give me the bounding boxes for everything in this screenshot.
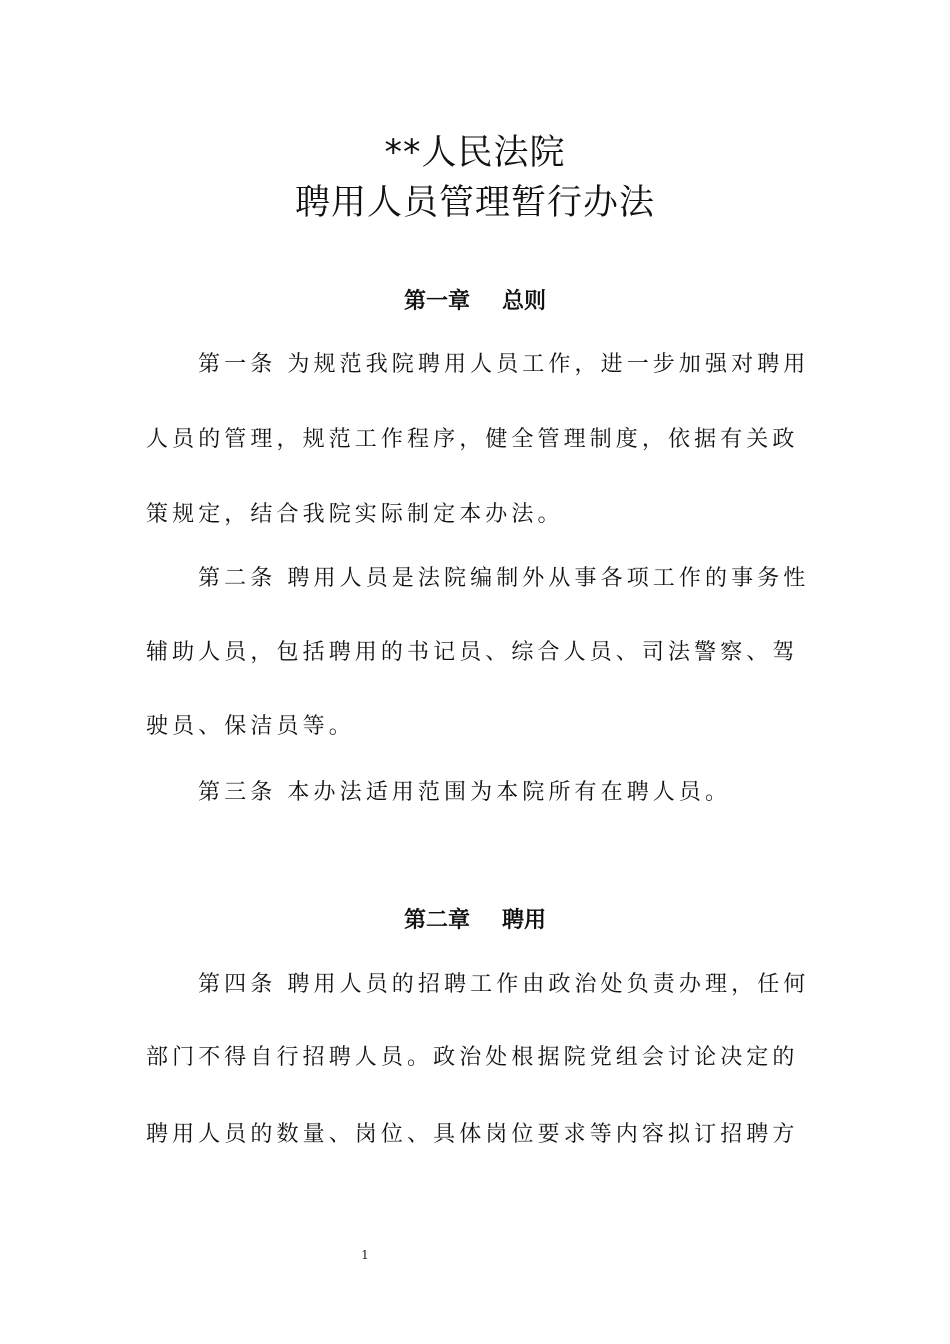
- article-2-line-1: [198, 564, 868, 594]
- article-3-text-1: 本办法适用范围为本院所有在聘人员。: [287, 780, 732, 805]
- article-3-line-1: [198, 778, 868, 808]
- article-4-line-1: [198, 970, 868, 1000]
- article-2-text-1: 聘用人员是法院编制外从事各项工作的事务性: [287, 566, 810, 591]
- document-title-line-1: **人民法院: [384, 133, 566, 173]
- article-1-line-2: 人员的管理，规范工作程序，健全管理制度，依据有关政: [146, 427, 799, 452]
- chapter-1-name: 总则: [502, 289, 547, 314]
- article-4-line-2: 部门不得自行招聘人员。政治处根据院党组会讨论决定的: [146, 1045, 799, 1070]
- article-4-label: 第四条: [198, 972, 277, 997]
- chapter-2-heading: [0, 907, 950, 935]
- article-1-label: 第一条: [198, 352, 277, 377]
- article-1-text-1: 为规范我院聘用人员工作，进一步加强对聘用: [287, 352, 810, 377]
- chapter-2-number: 第二章: [403, 908, 470, 933]
- page-number: 1: [361, 1248, 369, 1262]
- article-3-label: 第三条: [198, 780, 277, 805]
- chapter-1-number: 第一章: [403, 289, 470, 314]
- article-4-text-1: 聘用人员的招聘工作由政治处负责办理，任何: [287, 972, 810, 997]
- article-1-line-1: [198, 350, 868, 380]
- article-2-line-2: 辅助人员，包括聘用的书记员、综合人员、司法警察、驾: [146, 640, 799, 665]
- article-2-label: 第二条: [198, 566, 277, 591]
- article-4-line-3: 聘用人员的数量、岗位、具体岗位要求等内容拟订招聘方: [146, 1122, 799, 1147]
- chapter-1-heading: [0, 288, 950, 316]
- chapter-2-name: 聘用: [502, 908, 547, 933]
- document-title-line-2: 聘用人员管理暂行办法: [294, 183, 655, 223]
- article-1-line-3: 策规定，结合我院实际制定本办法。: [146, 502, 564, 527]
- article-2-line-3: 驶员、保洁员等。: [146, 714, 355, 739]
